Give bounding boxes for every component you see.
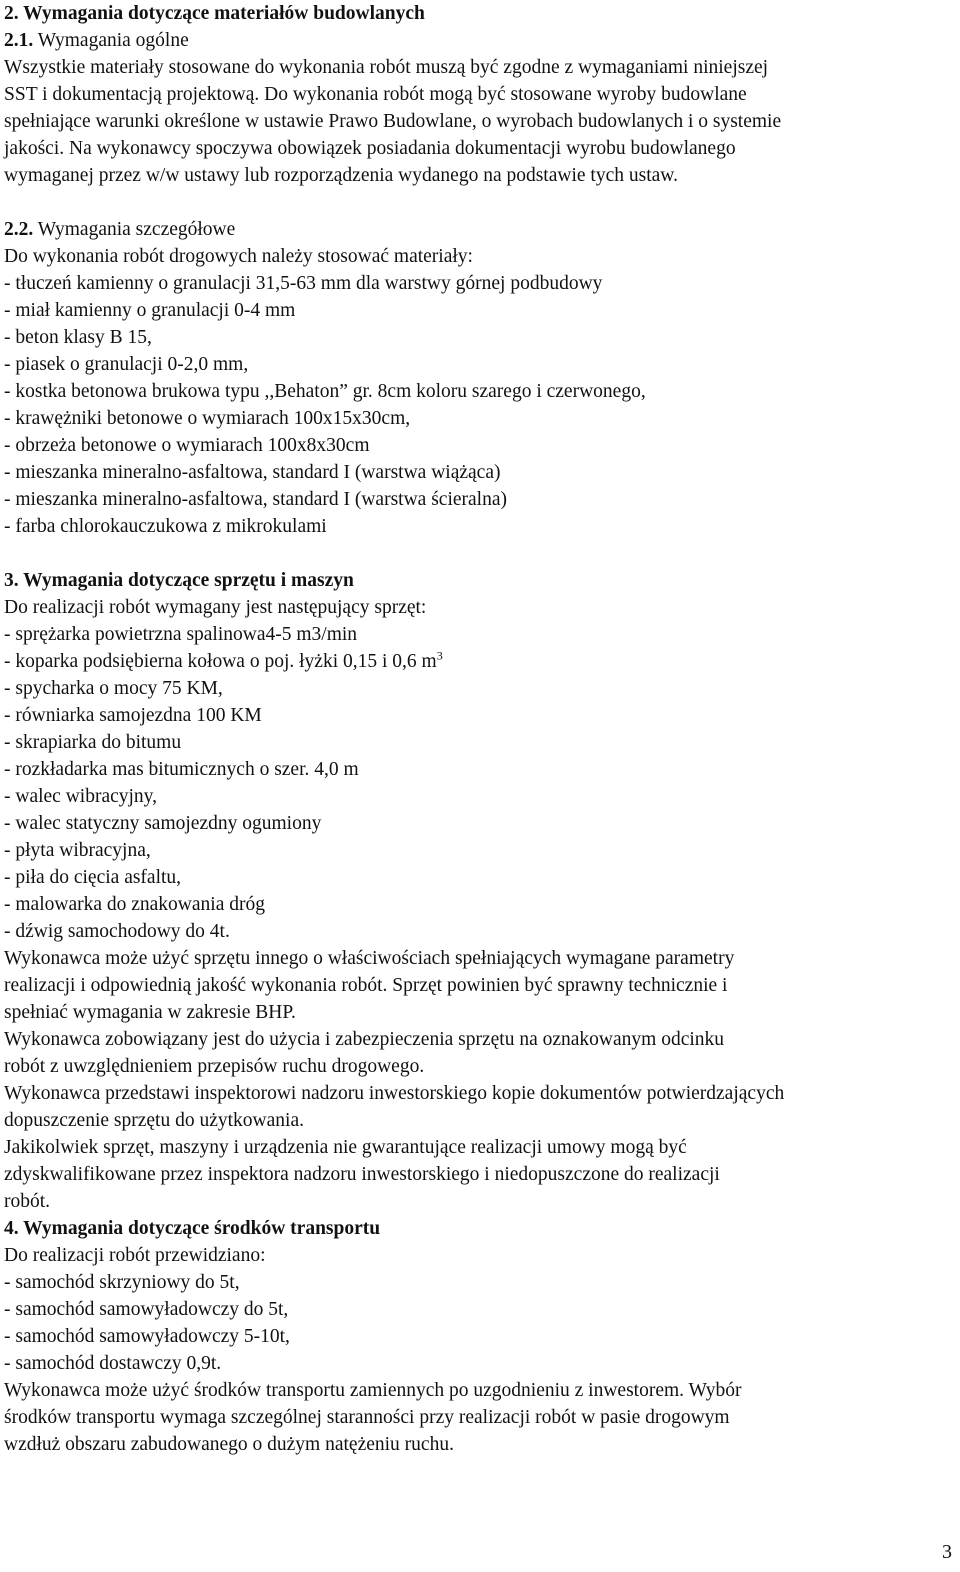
equipment-item: - sprężarka powietrzna spalinowa4-5 m3/min [4,624,358,645]
subsection-2-2-title: Wymagania szczegółowe [33,219,236,240]
subsection-2-1-title: Wymagania ogólne [33,30,189,51]
transport-item: - samochód samowyładowczy do 5t, [4,1299,289,1320]
transport-intro: Do realizacji robót przewidziano: [4,1245,266,1266]
paragraph-line: zdyskwalifikowane przez inspektora nadzoru inwestorskiego i niedopuszczone do realizacji [4,1164,720,1185]
paragraph-line: Wykonawca może użyć sprzętu innego o właściwościach spełniających wymagane parametry [4,948,735,969]
subsection-2-2-number: 2.2. [4,219,34,240]
equipment-item [4,648,956,675]
equipment-item: - walec statyczny samojezdny ogumiony [4,813,322,834]
equipment-item: - płyta wibracyjna, [4,840,151,861]
paragraph-line: wzdłuż obszaru zabudowanego o dużym natężeniu ruchu. [4,1434,454,1455]
equipment-item: - dźwig samochodowy do 4t. [4,921,230,942]
section-2-heading: 2. Wymagania dotyczące materiałów budowlanych [4,3,425,24]
material-item: - kostka betonowa brukowa typu ,,Behaton” gr. 8cm koloru szarego i czerwonego, [4,381,646,402]
equipment-item-text: - koparka podsiębierna kołowa o poj. łyżki 0,15 i 0,6 m [4,651,437,672]
paragraph-line: Wykonawca może użyć środków transportu zamiennych po uzgodnieniu z inwestorem. Wybór [4,1380,742,1401]
superscript: 3 [436,648,443,663]
paragraph-line: Wykonawca zobowiązany jest do użycia i zabezpieczenia sprzętu na oznakowanym odcinku [4,1029,725,1050]
paragraph-line: środków transportu wymaga szczególnej staranności przy realizacji robót w pasie drogowym [4,1407,730,1428]
equipment-item: - walec wibracyjny, [4,786,158,807]
material-item: - mieszanka mineralno-asfaltowa, standard I (warstwa wiążąca) [4,462,501,483]
material-item: - beton klasy B 15, [4,327,152,348]
paragraph-line: spełniać wymagania w zakresie BHP. [4,1002,296,1023]
equipment-item: - piła do cięcia asfaltu, [4,867,182,888]
material-item: - mieszanka mineralno-asfaltowa, standard I (warstwa ścieralna) [4,489,507,510]
paragraph-line: spełniające warunki określone w ustawie Prawo Budowlane, o wyrobach budowlanych i o systemie [4,111,782,132]
paragraph-line: dopuszczenie sprzętu do użytkowania. [4,1110,304,1131]
paragraph-line: Wykonawca przedstawi inspektorowi nadzoru inwestorskiego kopie dokumentów potwierdzających [4,1083,785,1104]
paragraph-line: robót. [4,1191,51,1212]
subsection-2-2-heading [4,216,956,243]
materials-intro: Do wykonania robót drogowych należy stosować materiały: [4,246,473,267]
document-page [4,0,956,1458]
section-4-heading: 4. Wymagania dotyczące środków transportu [4,1218,381,1239]
transport-item: - samochód skrzyniowy do 5t, [4,1272,240,1293]
equipment-item: - równiarka samojezdna 100 KM [4,705,262,726]
section-3-heading: 3. Wymagania dotyczące sprzętu i maszyn [4,570,354,591]
paragraph-line: SST i dokumentacją projektową. Do wykonania robót mogą być stosowane wyroby budowlane [4,84,747,105]
equipment-item: - rozkładarka mas bitumicznych o szer. 4,0 m [4,759,359,780]
page-number: 3 [942,1541,952,1563]
transport-item: - samochód dostawczy 0,9t. [4,1353,222,1374]
material-item: - miał kamienny o granulacji 0-4 mm [4,300,296,321]
paragraph-line: Jakikolwiek sprzęt, maszyny i urządzenia nie gwarantujące realizacji umowy mogą być [4,1137,687,1158]
spacer [4,540,956,567]
equipment-item: - malowarka do znakowania dróg [4,894,265,915]
paragraph-line: jakości. Na wykonawcy spoczywa obowiązek posiadania dokumentacji wyrobu budowlanego [4,138,736,159]
subsection-2-1-heading [4,27,956,54]
paragraph-line: Wszystkie materiały stosowane do wykonania robót muszą być zgodne z wymaganiami niniejszej [4,57,769,78]
paragraph-line: realizacji i odpowiednią jakość wykonania robót. Sprzęt powinien być sprawny technicznie i [4,975,728,996]
equipment-item: - spycharka o mocy 75 KM, [4,678,223,699]
equipment-item: - skrapiarka do bitumu [4,732,182,753]
spacer [4,189,956,216]
material-item: - obrzeża betonowe o wymiarach 100x8x30cm [4,435,370,456]
material-item: - farba chlorokauczukowa z mikrokulami [4,516,327,537]
transport-item: - samochód samowyładowczy 5-10t, [4,1326,290,1347]
material-item: - piasek o granulacji 0-2,0 mm, [4,354,249,375]
material-item: - tłuczeń kamienny o granulacji 31,5-63 mm dla warstwy górnej podbudowy [4,273,603,294]
paragraph-line: robót z uwzględnieniem przepisów ruchu drogowego. [4,1056,425,1077]
subsection-2-1-number: 2.1. [4,30,34,51]
paragraph-line: wymaganej przez w/w ustawy lub rozporządzenia wydanego na podstawie tych ustaw. [4,165,678,186]
equipment-intro: Do realizacji robót wymagany jest następujący sprzęt: [4,597,427,618]
material-item: - krawężniki betonowe o wymiarach 100x15x30cm, [4,408,411,429]
